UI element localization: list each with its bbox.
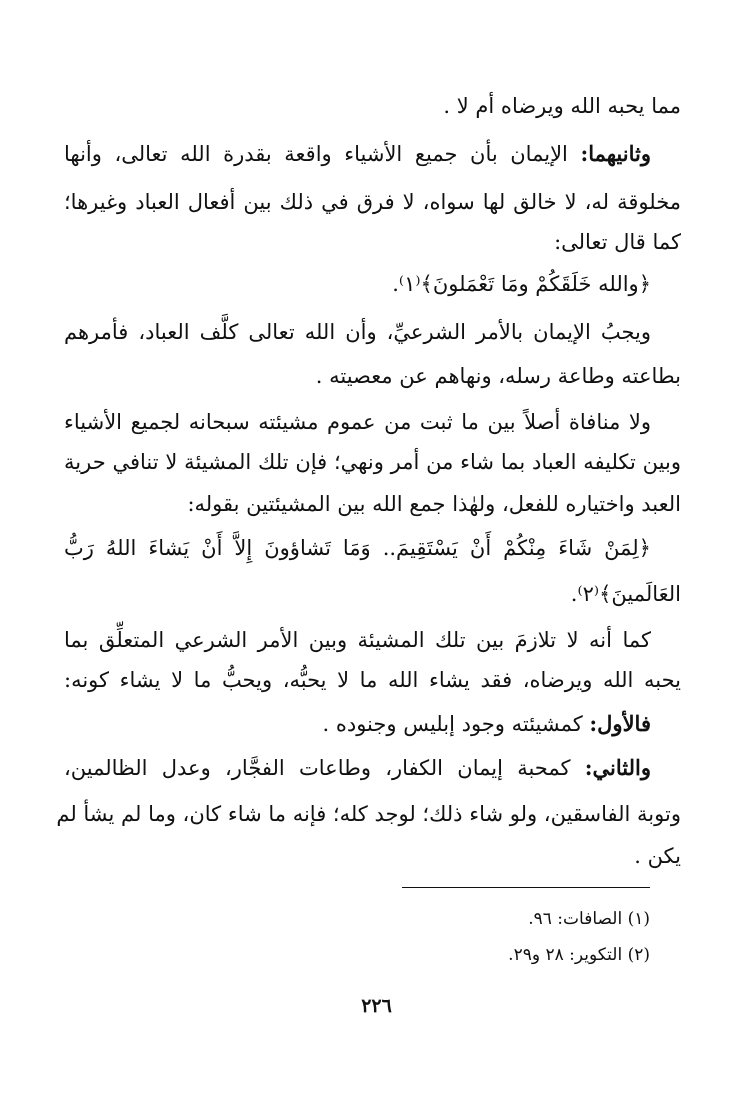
keyword-label: والثاني: bbox=[584, 755, 651, 780]
keyword-label: فالأول: bbox=[589, 711, 651, 736]
text-span: كمشيئته وجود إبليس وجنوده . bbox=[322, 712, 590, 736]
footnote: (٢) التكوير: ٢٨ و٢٩. bbox=[508, 945, 650, 965]
text-line: كما قال تعالى: bbox=[554, 230, 681, 254]
quran-verse: العَالَمينَ﴾⁽٢⁾. bbox=[570, 582, 681, 606]
text-line: يحبه الله ويرضاه، فقد يشاء الله ما لا يحبُّه، ويحبُّ ما لا يشاء كونه: bbox=[64, 668, 681, 692]
quran-verse: ﴿لِمَنْ شَاءَ مِنْكُمْ أَنْ يَسْتَقِيمَ.. وَمَا تَشاؤونَ إِلاَّ أَنْ يَشاءَ اللهُ رَبُّ bbox=[64, 536, 651, 560]
quran-verse: ﴿والله خَلَقَكُمْ ومَا تَعْمَلونَ﴾⁽١⁾. bbox=[392, 272, 651, 296]
keyword-label: وثانيهما: bbox=[580, 141, 651, 166]
text-span: كمحبة إيمان الكفار، وطاعات الفجَّار، وعدل الظالمين، bbox=[64, 756, 585, 780]
text-line: كما أنه لا تلازمَ بين تلك المشيئة وبين الأمر الشرعي المتعلِّق بما bbox=[64, 628, 651, 652]
text-line: ولا منافاة أصلاً بين ما ثبت من عموم مشيئته سبحانه لجميع الأشياء bbox=[64, 410, 651, 434]
text-line: بطاعته وطاعة رسله، ونهاهم عن معصيته . bbox=[315, 364, 681, 388]
text-line bbox=[64, 704, 651, 744]
footnote-divider bbox=[402, 887, 650, 888]
text-line: وتوبة الفاسقين، ولو شاء ذلك؛ لوجد كله؛ فإنه ما شاء كان، وما لم يشأ لم bbox=[56, 802, 681, 826]
text-line: مخلوقة له، لا خالق لها سواه، لا فرق في ذلك بين أفعال العباد وغيرها؛ bbox=[64, 190, 681, 214]
footnote: (١) الصافات: ٩٦. bbox=[528, 909, 650, 929]
text-line: ويجبُ الإيمان بالأمر الشرعيِّ، وأن الله تعالى كلَّف العباد، فأمرهم bbox=[64, 320, 651, 344]
text-line bbox=[64, 134, 651, 174]
text-line: مما يحبه الله ويرضاه أم لا . bbox=[443, 94, 681, 118]
page-number: ٢٢٦ bbox=[361, 995, 392, 1017]
text-line: وبين تكليفه العباد بما شاء من أمر ونهي؛ فإن تلك المشيئة لا تنافي حرية bbox=[64, 450, 681, 474]
text-line: يكن . bbox=[634, 844, 681, 868]
text-line bbox=[64, 748, 651, 788]
text-span: الإيمان بأن جميع الأشياء واقعة بقدرة الله تعالى، وأنها bbox=[64, 142, 581, 166]
text-line: العبد واختياره للفعل، ولهٰذا جمع الله بين المشيئتين بقوله: bbox=[187, 492, 681, 516]
